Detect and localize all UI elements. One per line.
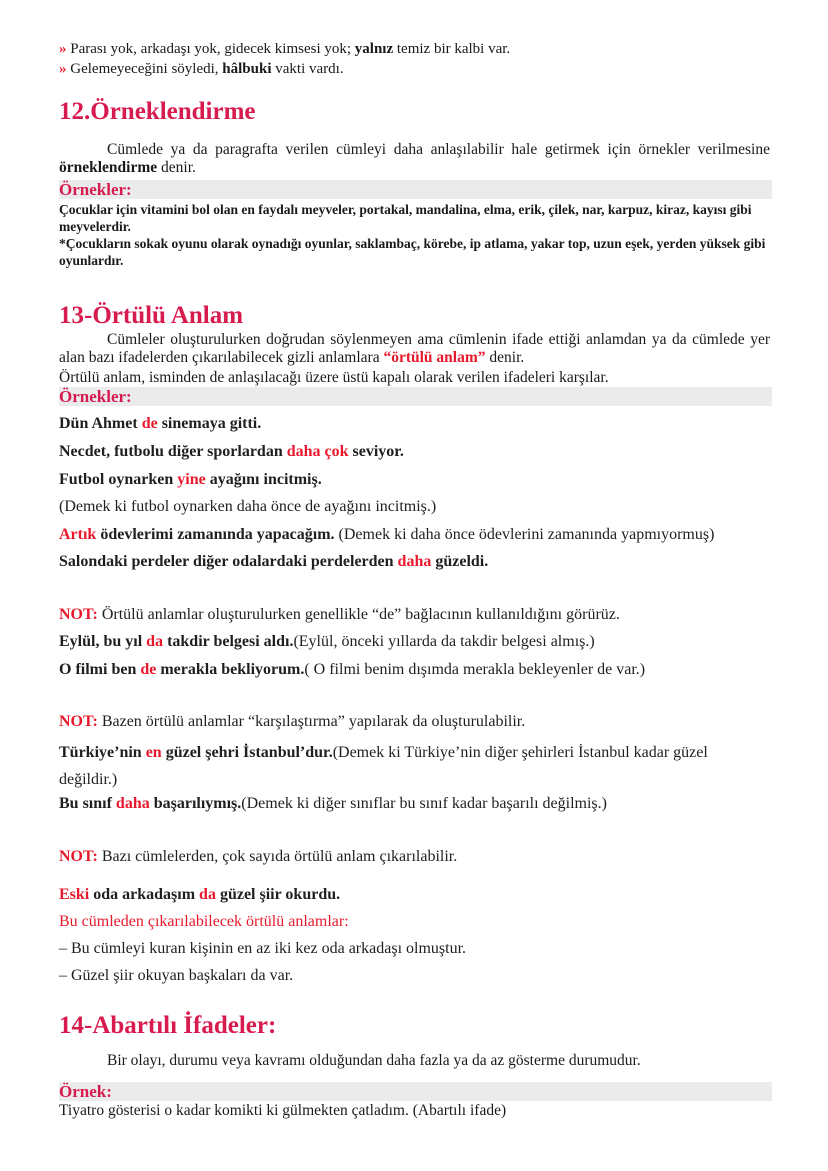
section-13-paragraph	[59, 331, 770, 367]
paragraph-bold: örneklendirme	[59, 159, 158, 176]
highlight-word: Eski	[59, 886, 90, 903]
section-14-paragraph: Bir olayı, durumu veya kavramı olduğundan daha fazla ya da az gösterme durumudur.	[107, 1052, 641, 1069]
section-12-example-2: *Çocukların sokak oyunu olarak oynadığı oyunlar, saklambaç, körebe, ip atlama, yakar top, uzun eşek, yerden yüksek gibi oyunlardır.	[59, 236, 766, 268]
bullet-marker: »	[59, 61, 67, 77]
example-sentence: Eylül, bu yıl da takdir belgesi aldı.(Eylül, önceki yıllarda da takdir belgesi almış.)	[59, 633, 595, 650]
highlight-word: Artık	[59, 526, 97, 543]
highlight-word: da	[146, 633, 164, 650]
paragraph-text: Cümleler oluşturulurken doğrudan söylenmeyen ama cümlenin ifade ettiği anlamdan ya da cümlede yer alan bazı ifadelerden çıkarılabilecek gizli anlamlara	[59, 331, 770, 366]
example-sentence: Artık ödevlerimi zamanında yapacağım. (Demek ki daha önce ödevlerini zamanında yapmıyormuş)	[59, 526, 715, 543]
section-13-examples-label: Örnekler:	[59, 387, 772, 406]
highlight-word: en	[145, 744, 162, 761]
example-note: (Eylül, önceki yıllarda da takdir belgesi almış.)	[293, 633, 595, 650]
example-sentence: Salondaki perdeler diğer odalardaki perdelerden daha güzeldi.	[59, 553, 489, 570]
implied-meanings-label: Bu cümleden çıkarılabilecek örtülü anlamlar:	[59, 913, 349, 930]
note-line: NOT: Bazı cümlelerden, çok sayıda örtülü anlam çıkarılabilir.	[59, 848, 458, 865]
bullet-text: Gelemeyeceğini söyledi,	[70, 61, 223, 77]
example-note: (Demek ki Türkiye’nin diğer şehirleri İstanbul kadar güzel değildir.)	[59, 744, 708, 788]
section-12-example-1: Çocuklar için vitamini bol olan en faydalı meyveler, portakal, mandalina, elma, erik, çilek, nar, karpuz, kiraz, kayısı gibi meyvelerdir.	[59, 202, 752, 234]
note-label: NOT:	[59, 606, 98, 623]
note-label: NOT:	[59, 713, 98, 730]
example-note: (Demek ki futbol oynarken daha önce de ayağını incitmiş.)	[59, 498, 437, 515]
paragraph-text: Cümlede ya da paragrafta verilen cümleyi daha anlaşılabilir hale getirmek için örnekler verilmesine	[107, 141, 770, 158]
section-14-title: 14-Abartılı İfadeler:	[59, 1012, 277, 1039]
bullet-bold-word: hâlbuki	[222, 61, 272, 77]
example-note: (Demek ki diğer sınıflar bu sınıf kadar başarılı değilmiş.)	[241, 795, 607, 812]
implied-meaning-item: – Güzel şiir okuyan başkaları da var.	[59, 967, 294, 984]
note-line: NOT: Örtülü anlamlar oluşturulurken genellikle “de” bağlacının kullanıldığını görürüz.	[59, 606, 620, 623]
paragraph-text: denir.	[157, 159, 196, 176]
bullet-bold-word: yalnız	[354, 41, 394, 57]
example-sentence: O filmi ben de merakla bekliyorum.( O filmi benim dışımda merakla bekleyenler de var.)	[59, 661, 646, 678]
highlight-word: de	[140, 661, 157, 678]
section-13-paragraph-2: Örtülü anlam, isminden de anlaşılacağı üzere üstü kapalı olarak verilen ifadeleri karşılar.	[59, 369, 609, 386]
example-sentence: Dün Ahmet de sinemaya gitti.	[59, 415, 262, 432]
bullet-text: vakti vardı.	[271, 61, 344, 77]
section-12-examples-label: Örnekler:	[59, 180, 772, 199]
highlight-word: yine	[177, 471, 206, 488]
section-14-example: Tiyatro gösterisi o kadar komikti ki gülmekten çatladım. (Abartılı ifade)	[59, 1102, 507, 1119]
example-sentence: Türkiye’nin en güzel şehri İstanbul’dur.(Demek ki Türkiye’nin diğer şehirleri İstanbul kadar güzel değildir.)	[59, 744, 708, 788]
paragraph-text: denir.	[485, 349, 525, 366]
highlight-word: daha	[115, 795, 150, 812]
example-note: (Demek ki daha önce ödevlerini zamanında yapmıyormuş)	[334, 526, 715, 543]
example-sentence: Futbol oynarken yine ayağını incitmiş.	[59, 471, 322, 488]
bullet-marker: »	[59, 41, 67, 57]
example-sentence: Necdet, futbolu diğer sporlardan daha çok seviyor.	[59, 443, 404, 460]
section-12-title: 12.Örneklendirme	[59, 98, 256, 125]
example-sentence: Eski oda arkadaşım da güzel şiir okurdu.	[59, 886, 341, 903]
highlighted-term: “örtülü anlam”	[383, 349, 486, 366]
section-13-title: 13-Örtülü Anlam	[59, 302, 244, 329]
bullet-line-1	[59, 41, 770, 58]
section-14-example-label: Örnek:	[59, 1082, 772, 1101]
bullet-line-2	[59, 61, 770, 78]
bullet-text: temiz bir kalbi var.	[393, 41, 511, 57]
section-12-paragraph	[59, 141, 770, 177]
highlight-word: daha	[397, 553, 432, 570]
highlight-word: de	[141, 415, 158, 432]
note-label: NOT:	[59, 848, 98, 865]
example-note: ( O filmi benim dışımda merakla bekleyenler de var.)	[304, 661, 646, 678]
implied-meaning-item: – Bu cümleyi kuran kişinin en az iki kez oda arkadaşı olmuştur.	[59, 940, 467, 957]
note-line: NOT: Bazen örtülü anlamlar “karşılaştırma” yapılarak da oluşturulabilir.	[59, 713, 526, 730]
bullet-text: Parası yok, arkadaşı yok, gidecek kimsesi yok;	[70, 41, 355, 57]
example-sentence: Bu sınıf daha başarılıymış.(Demek ki diğer sınıflar bu sınıf kadar başarılı değilmiş.)	[59, 795, 607, 812]
highlight-word: daha çok	[286, 443, 349, 460]
highlight-word: da	[199, 886, 216, 903]
